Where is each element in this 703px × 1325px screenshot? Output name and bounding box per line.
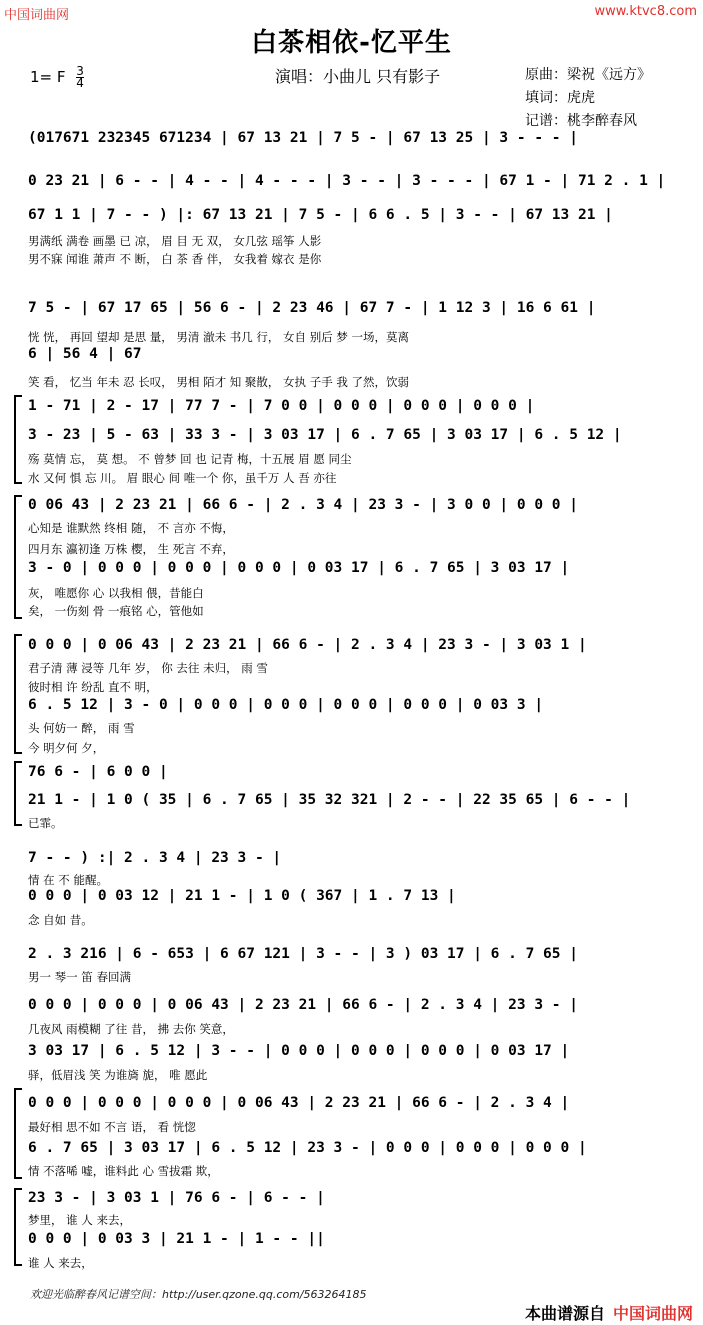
lyric-line: 梦里， 谁 人 来去， bbox=[28, 1213, 131, 1227]
time-signature bbox=[76, 66, 84, 89]
time-bottom: 4 bbox=[76, 76, 84, 90]
source-credit bbox=[525, 1301, 693, 1324]
system-brace bbox=[14, 761, 22, 826]
notation-line: 0 06 43 | 2 23 21 | 66 6 - | 2 . 3 4 | 23 3 - | 3 0 0 | 0 0 0 | bbox=[28, 497, 578, 513]
notation-line: 2 . 3 216 | 6 - 653 | 6 67 121 | 3 - - | 3 ) 03 17 | 6 . 7 65 | bbox=[28, 946, 578, 962]
system-brace bbox=[14, 1088, 22, 1179]
lyric-line: 男一 琴一 笛 春回满 bbox=[28, 970, 131, 984]
lyric-line: 彼时相 许 纷乱 直不 明， bbox=[28, 680, 158, 694]
lyric-line: 恍 恍， 再回 望却 是思 量， 男清 澈未 书几 行， 女自 别后 梦 一场，莫离 bbox=[28, 330, 410, 344]
notation-line: 0 0 0 | 0 03 12 | 21 1 - | 1 0 ( 367 | 1 . 7 13 | bbox=[28, 888, 456, 904]
lyric-line: 矣， 一伤刻 骨 一痕铭 心，管他如 bbox=[28, 604, 204, 618]
notation-line: 0 0 0 | 0 0 0 | 0 0 0 | 0 06 43 | 2 23 21 | 66 6 - | 2 . 3 4 | bbox=[28, 1095, 570, 1111]
song-title: 白茶相依-忆平生 bbox=[251, 28, 452, 58]
notation-line: 1 - 71 | 2 - 17 | 77 7 - | 7 0 0 | 0 0 0 | 0 0 0 | 0 0 0 | bbox=[28, 398, 535, 414]
key-signature bbox=[30, 66, 84, 89]
notation-line: 0 0 0 | 0 0 0 | 0 06 43 | 2 23 21 | 66 6 - | 2 . 3 4 | 23 3 - | bbox=[28, 997, 578, 1013]
lyric-line: 最好相 思不如 不言 语， 看 恍惚 bbox=[28, 1120, 196, 1134]
lyric-line: 四月东 瀛初逢 万株 樱， 生 死言 不弃， bbox=[28, 542, 234, 556]
notation-line: 6 . 5 12 | 3 - 0 | 0 0 0 | 0 0 0 | 0 0 0 | 0 0 0 | 0 03 3 | bbox=[28, 697, 544, 713]
notation-line: 23 3 - | 3 03 1 | 76 6 - | 6 - - | bbox=[28, 1190, 325, 1206]
lyric-line: 头 何妨一 醉， 雨 雪 bbox=[28, 721, 135, 735]
credits-block bbox=[525, 64, 651, 133]
lyric-line: 笑 看， 忆当 年未 忍 长叹， 男相 陌才 知 聚散， 女执 子手 我 了然，饮弱 bbox=[28, 375, 410, 389]
notation-line: 7 - - ) :| 2 . 3 4 | 23 3 - | bbox=[28, 850, 282, 866]
notation-line: 7 5 - | 67 17 65 | 56 6 - | 2 23 46 | 67 7 - | 1 12 3 | 16 6 61 | bbox=[28, 300, 596, 316]
footer-note: 欢迎光临醉春风记谱空间：http://user.qzone.qq.com/563264185 bbox=[30, 1288, 367, 1301]
source-site: 中国词曲网 bbox=[612, 1304, 693, 1323]
notation-line: 76 6 - | 6 0 0 | bbox=[28, 764, 168, 780]
system-brace bbox=[14, 395, 22, 484]
notation-line: 67 1 1 | 7 - - ) |: 67 13 21 | 7 5 - | 6 6 . 5 | 3 - - | 67 13 21 | bbox=[28, 207, 613, 223]
singer-credit: 演唱：小曲儿 只有影子 bbox=[275, 67, 441, 86]
notation-credit: 记谱：桃李醉春风 bbox=[525, 113, 637, 129]
key-label: 1= F bbox=[30, 68, 66, 86]
notation-line: 0 0 0 | 0 06 43 | 2 23 21 | 66 6 - | 2 . 3 4 | 23 3 - | 3 03 1 | bbox=[28, 637, 587, 653]
lyric-line: 驿，低眉浅 笑 为谁旖 旎， 唯 愿此 bbox=[28, 1068, 208, 1082]
time-top: 3 bbox=[76, 64, 84, 78]
lyric-line: 殇 莫情 忘， 莫 想。 不 曾梦 回 也 记青 梅，十五展 眉 愿 同尘 bbox=[28, 452, 352, 466]
lyric-line: 谁 人 来去， bbox=[28, 1256, 93, 1270]
lyric-line: 男不寐 闻谁 萧声 不 断， 白 茶 香 伴， 女我着 嫁衣 是你 bbox=[28, 252, 322, 266]
lyric-line: 君子清 薄 浸等 几年 岁， 你 去往 未归， 雨 雪 bbox=[28, 661, 268, 675]
system-brace bbox=[14, 634, 22, 754]
notation-line: 3 - 23 | 5 - 63 | 33 3 - | 3 03 17 | 6 . 7 65 | 3 03 17 | 6 . 5 12 | bbox=[28, 427, 622, 443]
source-label: 本曲谱源自 bbox=[524, 1304, 605, 1323]
lyric-line: 男满纸 满卷 画墨 已 凉， 眉 目 无 双， 女几弦 瑶筝 人影 bbox=[28, 234, 322, 248]
notation-line: 3 03 17 | 6 . 5 12 | 3 - - | 0 0 0 | 0 0 0 | 0 0 0 | 0 03 17 | bbox=[28, 1043, 570, 1059]
watermark-right: www.ktvc8.com bbox=[594, 4, 697, 19]
lyric-line: 灰， 唯愿你 心 以我相 偎，昔能白 bbox=[28, 586, 204, 600]
watermark-left: 中国词曲网 bbox=[4, 8, 70, 23]
lyric-line: 心知是 谁默然 终相 随， 不 言亦 不悔， bbox=[28, 521, 234, 535]
lyrics-credit: 填词：虎虎 bbox=[525, 90, 595, 106]
notation-line: 3 - 0 | 0 0 0 | 0 0 0 | 0 0 0 | 0 03 17 | 6 . 7 65 | 3 03 17 | bbox=[28, 560, 570, 576]
notation-line: (017671 232345 671234 | 67 13 21 | 7 5 - | 67 13 25 | 3 - - - | bbox=[28, 130, 578, 146]
notation-line: 0 23 21 | 6 - - | 4 - - | 4 - - - | 3 - - | 3 - - - | 67 1 - | 71 2 . 1 | bbox=[28, 173, 666, 189]
notation-line: 6 | 56 4 | 67 bbox=[28, 346, 142, 362]
system-brace bbox=[14, 495, 22, 619]
lyric-line: 情 在 不 能醒。 bbox=[28, 873, 108, 887]
notation-line: 6 . 7 65 | 3 03 17 | 6 . 5 12 | 23 3 - | 0 0 0 | 0 0 0 | 0 0 0 | bbox=[28, 1140, 587, 1156]
lyric-line: 今 明夕何 夕， bbox=[28, 741, 105, 755]
lyric-line: 情 不落唏 嘘，谁料此 心 雪拔霜 欺， bbox=[28, 1164, 219, 1178]
lyric-line: 水 又何 惧 忘 川。 眉 眼心 间 唯一个 你，虽千万 人 吾 亦往 bbox=[28, 471, 337, 485]
notation-line: 21 1 - | 1 0 ( 35 | 6 . 7 65 | 35 32 321 | 2 - - | 22 35 65 | 6 - - | bbox=[28, 792, 631, 808]
lyric-line: 已霏。 bbox=[28, 816, 63, 830]
system-brace bbox=[14, 1188, 22, 1266]
lyric-line: 几夜风 雨模糊 了往 昔， 拂 去你 笑意， bbox=[28, 1022, 234, 1036]
lyric-line: 念 自如 昔。 bbox=[28, 913, 93, 927]
notation-line: 0 0 0 | 0 03 3 | 21 1 - | 1 - - || bbox=[28, 1231, 325, 1247]
original-credit: 原曲：梁祝《远方》 bbox=[525, 67, 651, 83]
